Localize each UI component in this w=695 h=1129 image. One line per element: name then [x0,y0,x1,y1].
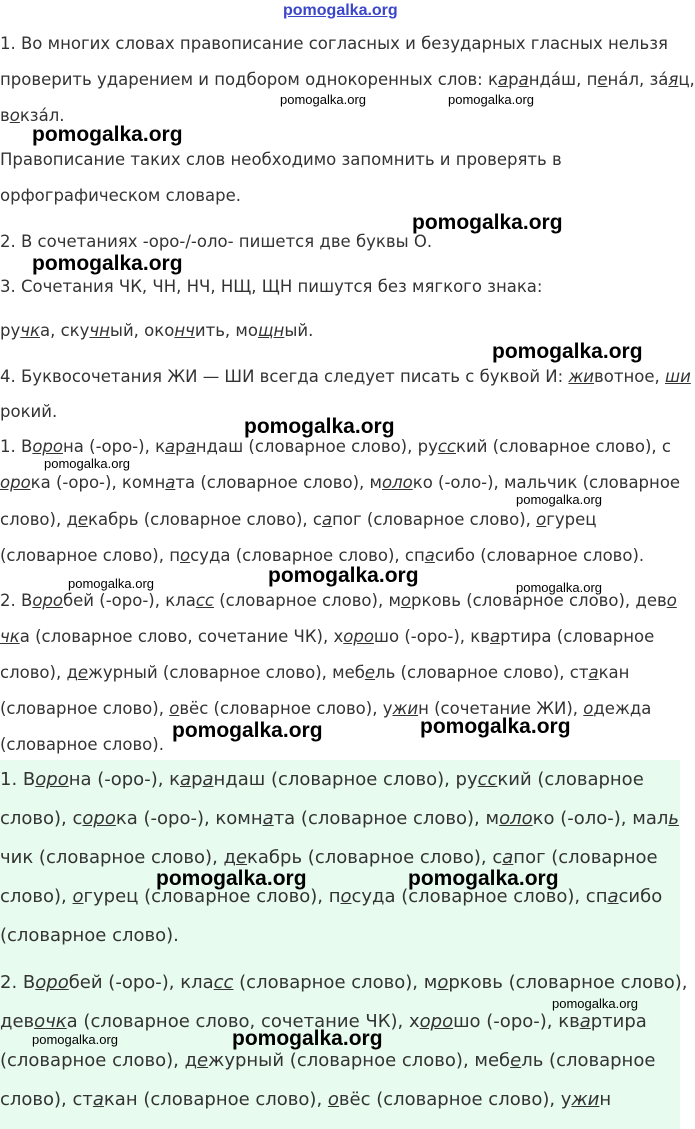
watermark: pomogalka.org [516,580,602,595]
rule-1-line-3: вокза́л. [0,106,65,125]
rule-4: 4. Буквосочетания ЖИ — ШИ всегда следует писать с буквой И: животное, ши [0,367,691,386]
rule-2: 2. В сочетаниях -оро-/-оло- пишется две буквы О. [0,232,433,251]
watermark: pomogalka.org [44,456,130,471]
rule-4-line-2: рокий. [0,402,58,421]
answer2-line-6: 2. Воробей (-оро-), класс (словарное слово), морковь (словарное слово), [0,972,688,993]
rule-1-line-5: орфографическом словаре. [0,186,241,205]
answer1-line-7: слово), дежурный (словарное слово), мебель (словарное слово), стакан [0,663,630,682]
watermark: pomogalka.org [32,123,183,146]
watermark: pomogalka.org [552,996,638,1011]
rule-1-line-2: проверить ударением и подбором однокоренных слов: каранда́ш, пена́л, за́яц, [0,70,695,89]
watermark: pomogalka.org [420,715,571,738]
answer1-line-8: (словарное слово), овёс (словарное слово), ужин (сочетание ЖИ), одежда [0,699,652,718]
answer2-line-9: слово), стакан (словарное слово), овёс (словарное слово), ужин [0,1089,612,1110]
watermark: pomogalka.org [244,415,395,438]
answer1-line-9: (словарное слово). [0,735,164,754]
answer1-line-2: орока (-оро-), комната (словарное слово), молоко (-оло-), мальчик (словарное [0,473,681,492]
watermark: pomogalka.org [412,211,563,234]
answer2-line-2: слово), сорока (-оро-), комната (словарное слово), молоко (-оло-), маль [0,808,679,829]
answer2-line-1: 1. Ворона (-оро-), карандаш (словарное слово), русский (словарное [0,769,644,790]
rule-1-line-4: Правописание таких слов необходимо запомнить и проверять в [0,150,562,169]
watermark: pomogalka.org [32,1032,118,1047]
site-link[interactable]: pomogalka.org [283,2,398,19]
watermark: pomogalka.org [68,576,154,591]
answer1-line-1: 1. Ворона (-оро-), карандаш (словарное слово), русский (словарное слово), с [0,437,671,456]
watermark: pomogalka.org [516,492,602,507]
answer2-line-7: девочка (словарное слово, сочетание ЧК), хорошо (-оро-), квартира [0,1011,647,1032]
watermark: pomogalka.org [156,867,307,890]
watermark: pomogalka.org [280,92,366,107]
answer1-line-6: чка (словарное слово, сочетание ЧК), хорошо (-оро-), квартира (словарное [0,627,655,646]
answer2-line-5: (словарное слово). [0,925,179,946]
answer1-line-5: 2. Воробей (-оро-), класс (словарное слово), морковь (словарное слово), дево [0,591,677,610]
watermark: pomogalka.org [268,564,419,587]
answer2-line-8: (словарное слово), дежурный (словарное слово), мебель (словарное [0,1050,656,1071]
answer2-line-3: чик (словарное слово), декабрь (словарное слово), сапог (словарное [0,847,658,868]
rule-3-examples: ручка, скучный, окончить, мощный. [0,321,314,340]
watermark: pomogalka.org [232,1027,383,1050]
watermark: pomogalka.org [492,340,643,363]
rule-1-line-1: 1. Во многих словах правописание согласных и безударных гласных нельзя [0,34,668,53]
answer1-line-4: (словарное слово), посуда (словарное слово), спасибо (словарное слово). [0,546,645,565]
watermark: pomogalka.org [408,867,559,890]
watermark: pomogalka.org [448,92,534,107]
watermark: pomogalka.org [32,252,183,275]
watermark: pomogalka.org [172,719,323,742]
rule-3: 3. Сочетания ЧК, ЧН, НЧ, НЩ, ЩН пишутся без мягкого знака: [0,277,543,296]
answer1-line-3: слово), декабрь (словарное слово), сапог (словарное слово), огурец [0,510,597,529]
answer2-line-4: слово), огурец (словарное слово), посуда (словарное слово), спасибо [0,886,663,907]
